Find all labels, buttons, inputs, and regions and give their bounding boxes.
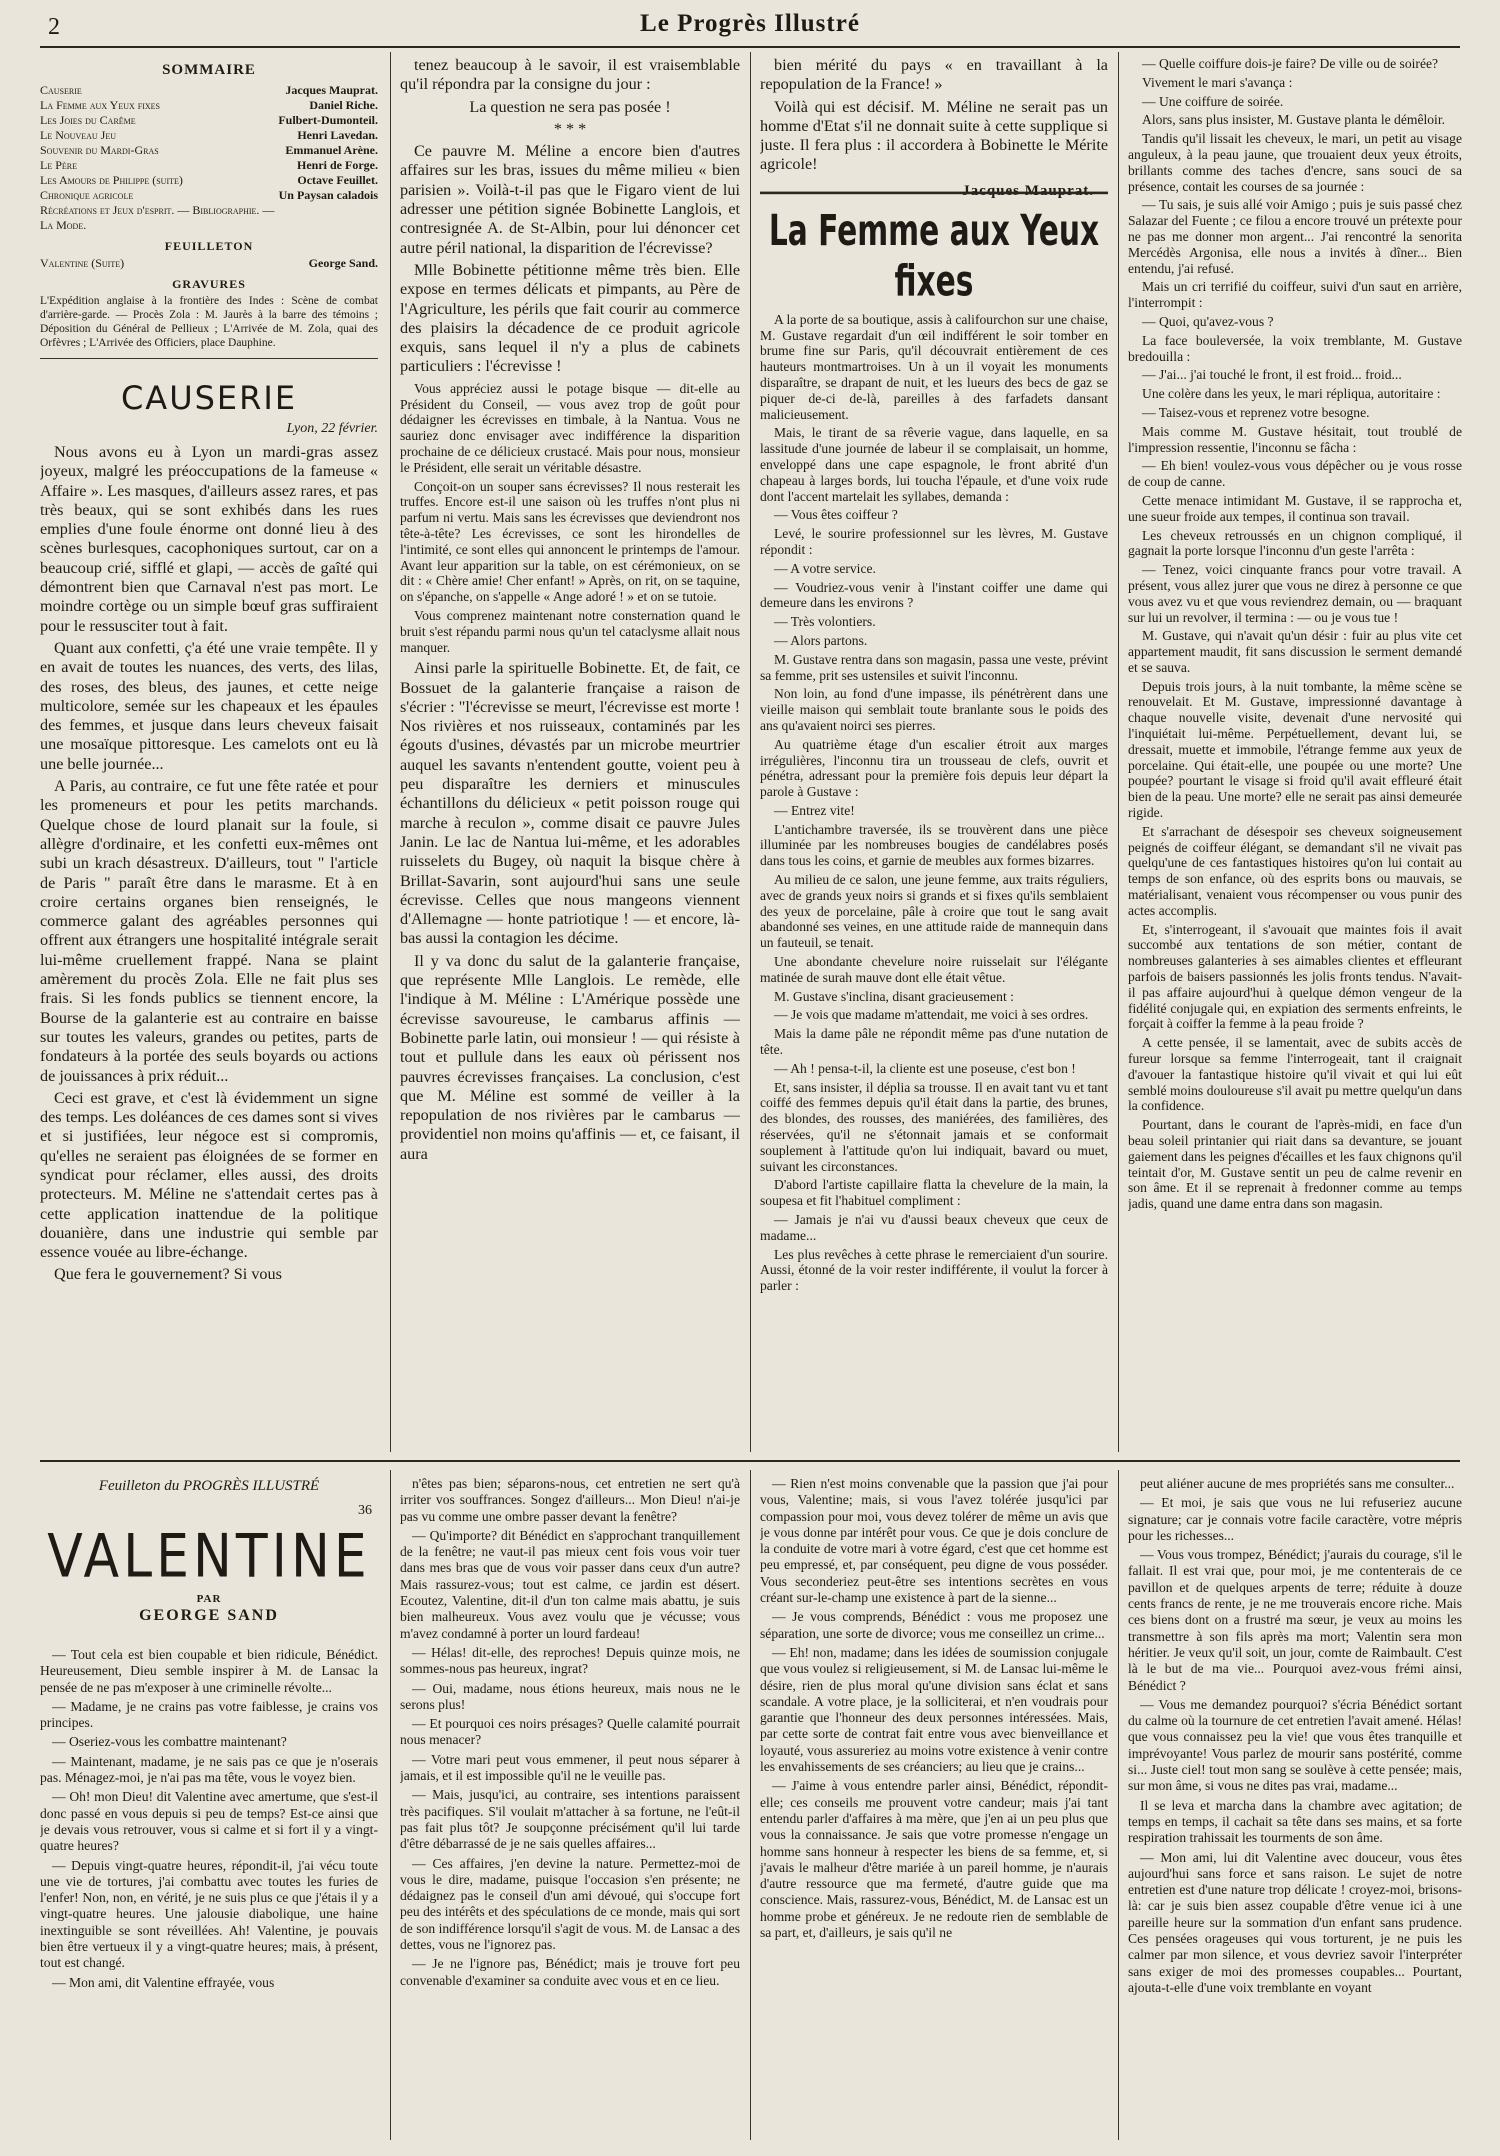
sommaire-item[interactable] bbox=[40, 83, 378, 98]
paragraph: peut aliéner aucune de mes propriétés sans me consulter... bbox=[1140, 1476, 1455, 1491]
sommaire-item-label: Causerie bbox=[40, 83, 82, 97]
page-number: 2 bbox=[48, 14, 60, 40]
column-rule bbox=[750, 52, 751, 1452]
newspaper-title: Le Progrès Illustré bbox=[640, 10, 860, 37]
paragraph: — Oui, madame, nous étions heureux, mais nous ne le serons plus! bbox=[400, 1680, 740, 1712]
sommaire-item-author: Jacques Mauprat. bbox=[285, 83, 378, 97]
paragraph: Il se leva et marcha dans la chambre avec agitation; de temps en temps, il cachait sa tête dans ses mains, et sa forte respiration trahissait les tourments de son âme. bbox=[1128, 1797, 1462, 1846]
sommaire-item[interactable] bbox=[40, 256, 378, 271]
paragraph: — Quelle coiffure dois-je faire? De ville ou de soirée? bbox=[1142, 56, 1439, 71]
paragraph: D'abord l'artiste capillaire flatta la chevelure de la main, la soupesa et fit l'habituel compliment : bbox=[760, 1177, 1108, 1209]
paragraph: — Vous êtes coiffeur ? bbox=[774, 507, 898, 523]
sommaire-item[interactable] bbox=[40, 203, 378, 218]
causerie-dateline: Lyon, 22 février. bbox=[286, 421, 378, 436]
feuilleton-author: GEORGE SAND bbox=[139, 1607, 279, 1624]
sommaire-item-author: George Sand. bbox=[308, 256, 378, 270]
sommaire-item-label: La Mode. bbox=[40, 218, 87, 232]
paragraph: A cette pensée, il se lamentait, avec de subits accès de fureur lorsque sa femme l'interrogeait, tant il craignait d'avouer la fantastique histoire qu'il vivait et qui lui eût semblé moins douloureuse s'il avait pu mettre quelqu'un dans la confidence. bbox=[1128, 1035, 1462, 1114]
causerie-signature: Jacques Mauprat. bbox=[962, 182, 1094, 199]
paragraph: — J'ai... j'ai touché le front, il est froid... froid... bbox=[1142, 367, 1402, 383]
paragraph: — Ces affaires, j'en devine la nature. Permettez-moi de vous le dire, madame, puisque l'occasion s'en présente; ne dédaignez pas le conseil d'un ami dévoué, qui s'occupe fort peu des intérêts et des spéculations de ce monde, mais qui sort de son indifférence lorsqu'il s'agit de vous. M. de Lansac a des dettes, vous ne l'ignorez pas. bbox=[400, 1855, 740, 1953]
gravures-heading: GRAVURES bbox=[172, 277, 246, 291]
paragraph: — Eh! non, madame; dans les idées de soumission conjugale que vous voulez si religieusement, si M. de Lansac lui-même le désire, rien de plus moral qu'une division sans éclat et sans scandale. A votre place, je la solliciterai, et n'en voudrais pour garantie que l'honneur des deux personnes intéressées. Mais, par cette sorte de contrat fait entre vous avec bienveillance et loyauté, vous assureriez au moins votre existence à venir contre les envahissements de ses créanciers; au lieu que je crains... bbox=[760, 1644, 1108, 1775]
paragraph: Et s'arrachant de désespoir ses cheveux soigneusement peignés de coiffeur élégant, se demandant s'il ne vivait pas quelqu'une de ces fantastiques histoires qu'on lui contait au temps de son enfance, où des esprits bons ou mauvais, se matérialisant, venaient vous récompenser ou vous punir des actes accomplis. bbox=[1128, 823, 1462, 918]
paragraph: Une colère dans les yeux, le mari répliqua, autoritaire : bbox=[1142, 386, 1441, 402]
sommaire-title: SOMMAIRE bbox=[162, 62, 256, 78]
paragraph: — Tu sais, je suis allé voir Amigo ; puis je suis passé chez Salazar del Fuente ; ce filou a encore trouvé un prétexte pour ne pas me donner mon argent... J'ai rencontré la senorita Mercédès Argonisa, elle nous a invités à dîner... Bien entendu, j'ai refusé. bbox=[1128, 197, 1462, 276]
paragraph: — Je vous comprends, Bénédict : vous me proposez une séparation, une sorte de divorce; vous me conseillez un crime... bbox=[760, 1609, 1108, 1641]
paragraph: — Ah ! pensa-t-il, la cliente est une poseuse, c'est bon ! bbox=[774, 1060, 1076, 1076]
paragraph: Mais, le tirant de sa rêverie vague, dans laquelle, en sa lassitude d'une journée de labeur il se complaisait, un homme, enveloppé dans une cape espagnole, le front abrité d'un chapeau à larges bords, lui toucha l'épaule, et d'une voix rude dont l'accent martelait les syllabes, demanda : bbox=[760, 425, 1108, 504]
paragraph: — Mon ami, dit Valentine effrayée, vous bbox=[52, 1974, 275, 1990]
sommaire-item-author: Emmanuel Arène. bbox=[285, 143, 378, 157]
column-1 bbox=[40, 56, 378, 1456]
paragraph: Vivement le mari s'avança : bbox=[1142, 74, 1293, 90]
paragraph: A la porte de sa boutique, assis à califourchon sur une chaise, M. Gustave regardait d'un œil indifférent le soir tomber en brume fine sur Paris, qu'il découvrait entièrement de ces hauteurs montmartroises. Un à un il voyait les monuments disparaître, se drapant de nuit, et les lueurs des becs de gaz se piquer de-ci de-là, pareilles à des farfadets dansant malicieusement. bbox=[760, 311, 1108, 422]
paragraph: — Oseriez-vous les combattre maintenant? bbox=[52, 1734, 287, 1750]
sommaire-item-label: Les Joies du Carême bbox=[40, 113, 136, 127]
sommaire-item-label: Chronique agricole bbox=[40, 188, 134, 202]
paragraph: — Quoi, qu'avez-vous ? bbox=[1142, 313, 1274, 329]
feuilleton-title: VALENTINE bbox=[47, 1522, 371, 1592]
column-3 bbox=[760, 56, 1108, 1456]
paragraph: — Et pourquoi ces noirs présages? Quelle calamité pourrait nous menacer? bbox=[400, 1716, 740, 1748]
column-rule bbox=[390, 52, 391, 1452]
feuilleton-column-4 bbox=[1128, 1476, 1462, 2148]
story-text bbox=[1128, 56, 1462, 1212]
section-divider bbox=[40, 1460, 1460, 1462]
sommaire-item-label: Souvenir du Mardi-Gras bbox=[40, 143, 159, 157]
feuilleton-text bbox=[760, 1476, 1108, 1941]
paragraph: Et, sans insister, il déplia sa trousse. Il en avait tant vu et tant coiffé des femmes depuis qu'il était dans la partie, des brunes, des blondes, des rousses, des maniérées, des familières, des réservées, qu'il ne s'étonnait jamais et se conformait souplement à l'attitude qu'on lui indiquait, bavard ou muet, suivant les circonstances. bbox=[760, 1079, 1108, 1174]
paragraph: Mais la dame pâle ne répondit même pas d'une nutation de tête. bbox=[760, 1026, 1108, 1058]
paragraph: Les plus revêches à cette phrase le remerciaient d'un sourire. Aussi, étonné de la voir rester indifférente, il voulut la forcer à parler : bbox=[760, 1246, 1108, 1294]
sommaire-box bbox=[40, 62, 378, 350]
sommaire-item[interactable] bbox=[40, 143, 378, 158]
causerie-title: CAUSERIE bbox=[120, 379, 298, 417]
feuilleton-par: PAR bbox=[196, 1593, 222, 1605]
paragraph: Au milieu de ce salon, une jeune femme, aux traits réguliers, avec de grands yeux noirs si grands et si fixes qu'ils semblaient des yeux de porcelaine, pâle à croire que tout le sang avait abandonné ses veines, en une attitude raide de mannequin dans un fauteuil, se tenait. bbox=[760, 872, 1108, 951]
paragraph: — Jamais je n'ai vu d'aussi beaux cheveux que ceux de madame... bbox=[760, 1212, 1108, 1243]
paragraph: Que fera le gouvernement? Si vous bbox=[54, 1265, 282, 1284]
sommaire-item[interactable] bbox=[40, 98, 378, 113]
feuilleton-column-3 bbox=[760, 1476, 1108, 2148]
paragraph: n'êtes pas bien; séparons-nous, cet entretien ne sert qu'à irriter vos souffrances. Songez d'ailleurs... Mon Dieu! n'ai-je pas vu comme une ombre passer devant la fenêtre? bbox=[400, 1476, 740, 1524]
sommaire-item-label: Valentine (Suite) bbox=[40, 256, 125, 270]
paragraph: Conçoit-on un souper sans écrevisses? Il nous resterait les truffes. Encore est-il une saison où les truffes n'ont plus ni parfum ni vertu. Mais sans les écrevisses que deviendront nos tête-à-tête? Les écrevisses, ce sont les hirondelles de l'intimité, ce sont elles qui annoncent le printemps de l'amour. Avant leur apparition sur la table, on est cérémonieux, on se dit : « Chère amie! Cher enfant! » Après, on rit, on se taquine, on s'épanche, on s'appelle « Ange adoré ! » et on se tutoie. bbox=[400, 478, 740, 605]
paragraph: Une abondante chevelure noire ruisselait sur l'élégante matinée de surah mauve dont elle était vêtue. bbox=[760, 954, 1108, 985]
causerie-text bbox=[400, 56, 740, 377]
paragraph: — Je ne l'ignore pas, Bénédict; mais je trouve fort peu convenable d'examiner sa conduite avec vous et en ce lieu. bbox=[400, 1956, 740, 1988]
paragraph: — Très volontiers. bbox=[774, 614, 876, 630]
column-rule bbox=[1118, 1470, 1119, 2140]
column-4 bbox=[1128, 56, 1462, 1456]
story-text bbox=[760, 312, 1108, 1294]
column-2 bbox=[400, 56, 740, 1456]
paragraph: Mais un cri terrifié du coiffeur, suivi d'un saut en arrière, l'interrompit : bbox=[1128, 279, 1462, 311]
paragraph: La question ne sera pas posée ! bbox=[469, 97, 671, 116]
sommaire-item-label: La Femme aux Yeux fixes bbox=[40, 98, 161, 112]
paragraph: — Entrez vite! bbox=[774, 802, 855, 818]
paragraph: M. Gustave rentra dans son magasin, passa une veste, prévint sa femme, prit ses ustensiles et suivit l'inconnu. bbox=[760, 651, 1108, 683]
paragraph: tenez beaucoup à le savoir, il est vraisemblable qu'il répondra par la consigne du jour : bbox=[400, 56, 740, 94]
gravures-text: L'Expédition anglaise à la frontière des Indes : Scène de combat d'arrière-garde. — Procès Zola : M. Jaurès à la barre des témoins ; Déposition du Général de Pellieux ; L'Arrivée de M. Zola, quai des Orfèvres ; L'Arrivée des Officiers, place Dauphine. bbox=[40, 295, 378, 349]
causerie-quote bbox=[400, 381, 740, 656]
sommaire-item-author: Daniel Riche. bbox=[309, 98, 378, 112]
paragraph: — Vous vous trompez, Bénédict; j'aurais du courage, s'il le fallait. Il est vrai que, pour moi, je me contenterais de ce pavillon et de quelques arpents de terre; réduite à douze cents francs de rente, je ne me trouverais encore riche. Mais ces biens dont on a frustré ma sœur, je veux au moins les transmettre à son fils après ma mort; Valentin sera mon héritier. Je veux qu'il soit, un jour, comte de Raimbault. C'est là le but de ma vie... Pourquoi avez-vous frémi ainsi, Bénédict ? bbox=[1128, 1547, 1462, 1693]
sommaire-item[interactable] bbox=[40, 188, 378, 203]
paragraph: Nous avons eu à Lyon un mardi-gras assez joyeux, malgré les préoccupations de la fameuse « Affaire ». Les masques, d'ailleurs assez rares, et pas très beaux, qui se sont exhibés dans les rues emplies d'une foule énorme ont donné lieu à des scènes burlesques, cacophoniques surtout, car on a beaucoup crié, sifflé et glapi, — accès de gaîté qui démontrent bien que Carnaval n'est pas mort. Le moindre cortège ou un simple bœuf gras suffiraient pour le ressusciter tout à fait. bbox=[40, 443, 378, 635]
column-rule bbox=[750, 1470, 751, 2140]
feuilleton-text bbox=[1128, 1476, 1462, 1996]
feuilleton-number: 36 bbox=[358, 1503, 372, 1518]
paragraph: — Une coiffure de soirée. bbox=[1142, 93, 1284, 109]
paragraph: A Paris, au contraire, ce fut une fête ratée et pour les promeneurs et pour les petits marchands. Quelque chose de lourd planait sur la foule, si allègre d'ordinaire, et les confetti eux-mêmes ont subi un krach désastreux. D'ailleurs, tout " l'article de Paris " paraît être dans le marasme. Et à en croire certains organes bien renseignés, le commerce galant des agréables personnes qui offrent aux étrangers une hospitalité intégrale serait lui-même cruellement frappé. Nana se plaint amèrement du procès Zola. Elle ne fait plus ses frais. Si les fonds publics se tiennent encore, la Bourse de la galanterie est au contraire en baisse sur toutes les valeurs, grandes ou petites, parts de fondateurs à la portée des seuls boyards ou actions de jouissances à prix réduit... bbox=[40, 777, 378, 1085]
paragraph: M. Gustave s'inclina, disant gracieusement : bbox=[774, 988, 1014, 1004]
paragraph: Les cheveux retroussés en un chignon compliqué, il gagnait la porte lorsque l'inconnu d'un geste l'arrêta : bbox=[1128, 527, 1462, 559]
paragraph: — A votre service. bbox=[774, 560, 876, 576]
paragraph: bien mérité du pays « en travaillant à la repopulation de la France! » bbox=[760, 56, 1108, 94]
sommaire-item[interactable] bbox=[40, 113, 378, 128]
causerie-text bbox=[40, 443, 378, 1285]
paragraph: — Qu'importe? dit Bénédict en s'approchant tranquillement de la fenêtre; ne vaut-il pas mieux cent fois vous voir tuer dans mes bras que de vous voir passer dans ceux d'un autre? Mais rassurez-vous; tout est calme, ce jardin est désert. Ecoutez, Valentine, dit-il d'un ton calme mais abattu, je suis bien malheureux. Vous avez voulu que je vécusse; vous m'avez condamné à porter un lourd fardeau! bbox=[400, 1527, 740, 1641]
paragraph: — Depuis vingt-quatre heures, répondit-il, j'ai vécu toute une vie de tortures, j'ai combattu avec toutes les furies de l'enfer! Non, non, en vérité, je ne suis plus ce que j'étais il y a vingt-quatre heures. Une jalousie diabolique, une haine inextinguible se sont réveillées. Ah! Valentine, je pouvais bien être vertueux il y a vingt-quatre heures; mais, à présent, tout est changé. bbox=[40, 1857, 378, 1971]
paragraph: — Voudriez-vous venir à l'instant coiffer une dame qui demeure dans les environs ? bbox=[760, 579, 1108, 611]
feuilleton-column-2 bbox=[400, 1476, 740, 2148]
feuilleton-heading: FEUILLETON bbox=[164, 239, 254, 253]
paragraph: Tandis qu'il lissait les cheveux, le mari, un petit au visage anguleux, à la peau jaune, que trouaient deux yeux étroits, brillants comme des taches d'encre, sans souci de sa présence, contait les courses de sa journée : bbox=[1128, 131, 1462, 194]
paragraph: M. Gustave, qui n'avait qu'un désir : fuir au plus vite cet appartement maudit, fit sans discussion le serment demandé et se sauva. bbox=[1128, 628, 1462, 675]
paragraph: — Vous me demandez pourquoi? s'écria Bénédict sortant du calme où la tournure de cet entretien l'avait amené. Hélas! que vous connaissez peu la vie! que vous êtes tranquille et imprévoyante! Vous parlez de mourir sans postérité, comme si... Juste ciel! tout mon sang se soulève à cette pensée; mais, sur mon âme, si vous ne dites pas vrai, madame... bbox=[1128, 1696, 1462, 1794]
sommaire-item-label: Les Amours de Philippe (suite) bbox=[40, 173, 183, 187]
sommaire-item-label: Le Père bbox=[40, 158, 77, 172]
paragraph: La face bouleversée, la voix tremblante, M. Gustave bredouilla : bbox=[1128, 332, 1462, 364]
sommaire-item[interactable] bbox=[40, 158, 378, 173]
page-header bbox=[40, 6, 1460, 48]
paragraph: Alors, sans plus insister, M. Gustave planta le démêloir. bbox=[1142, 112, 1446, 128]
causerie-text bbox=[400, 659, 740, 1164]
column-rule bbox=[1118, 52, 1119, 1452]
paragraph: — Madame, je ne crains pas votre faiblesse, je crains vos principes. bbox=[40, 1698, 378, 1731]
paragraph: Ceci est grave, et c'est là évidemment un signe des temps. Les doléances de ces dames sont si vives et si justifiées, leur négoce est si compromis, qu'elles ne seraient pas éloignées de se former en syndicat pour réclamer, elles aussi, des droits protecteurs. M. Méline ne s'attendait certes pas à cette application inattendue de la politique douanière, dans une industrie qui semble par essence vouée au libre-échange. bbox=[40, 1088, 378, 1262]
paragraph: — Rien n'est moins convenable que la passion que j'ai pour vous, Valentine; mais, si vous l'avez tolérée jusqu'ici par compassion pour moi, vous devez tolérer de même un avis que je vous donne par intérêt pour vous. Ce que je dois conclure de la conduite de votre mari à votre égard, c'est que cet homme est peu empressé, et, par conséquent, peu digne de vous posséder. Vous seconderiez peut-être ses intentions secrètes en vous créant sur-le-champ une existence à part de la sienne... bbox=[760, 1476, 1108, 1606]
paragraph: Vous comprenez maintenant notre consternation quand le bruit s'est répandu parmi nous qu'un tel cataclysme allait nous manquer. bbox=[400, 607, 740, 655]
feuilleton-label: Feuilleton du PROGRÈS ILLUSTRÉ bbox=[98, 1478, 320, 1494]
sommaire-list bbox=[40, 83, 378, 233]
paragraph: — Et moi, je sais que vous ne lui refuseriez aucune signature; car je connais votre facile caractère, votre mépris pour les richesses... bbox=[1128, 1495, 1462, 1543]
feuilleton-column-1 bbox=[40, 1472, 378, 2148]
sommaire-item[interactable] bbox=[40, 173, 378, 188]
sommaire-item-author: Henri Lavedan. bbox=[297, 128, 378, 142]
sommaire-item-author: Henri de Forge. bbox=[297, 158, 378, 172]
sommaire-item-author: Octave Feuillet. bbox=[297, 173, 378, 187]
paragraph: — Alors partons. bbox=[774, 632, 868, 648]
paragraph: — Mais, jusqu'ici, au contraire, ses intentions paraissent très pacifiques. S'il voulait m'attacher à sa fortune, ne l'eût-il pas fait plus tôt? Je soupçonne précisément qu'il lui tarde d'être débarrassé de je ne sais quelles affaires... bbox=[400, 1787, 740, 1852]
sommaire-item[interactable] bbox=[40, 218, 378, 233]
paragraph: Il y va donc du salut de la galanterie française, que représente Mlle Langlois. Le remède, elle l'indique à M. Méline : L'Amérique possède une écrevisse savoureuse, le cambarus affinis — Bobinette parle latin, oui monsieur ! — qui résiste à tout et pullule dans les eaux où périssent nos pauvres écrevisses françaises. La conclusion, c'est que M. Méline est sommé de veiller à la repopulation de nos rivières par le cambarus — providentiel non moins qu'affinis — et, ce faisant, il aura bbox=[400, 951, 740, 1163]
paragraph: — Eh bien! voulez-vous vous dépêcher ou je vous rosse de coup de canne. bbox=[1128, 458, 1462, 490]
paragraph: Ce pauvre M. Méline a encore bien d'autres affaires sur les bras, issues du même milieu « bien parisien ». Voilà-t-il pas que le Figaro vient de lui adresser une pétition signée Bobinette Langlois, et contresignée A. de St-Albin, pour lui dénoncer cet autre péril national, la disparition de l'écrevisse? bbox=[400, 142, 740, 257]
column-rule bbox=[390, 1470, 391, 2140]
paragraph: Depuis trois jours, à la nuit tombante, la même scène se renouvelait. Et M. Gustave, impressionné davantage à chaque nouvelle visite, devenait d'une nervosité qui l'inquiétait lui-même. Perpétuellement, devant lui, se dressait, muette et immobile, l'étrange femme aux yeux de porcelaine. Qui était-elle, une poupée ou une morte? Une poupée? pourtant le visage si froid qu'il avait effleuré était bien de la peau. Une morte? elle ne serait pas ainsi demeurée rigide. bbox=[1128, 678, 1462, 821]
paragraph: Voilà qui est décisif. M. Méline ne serait pas un homme d'Etat s'il ne donnait suite à cette supplique si juste. Il fera plus : il accordera à Bobinette le Mérite agricole! bbox=[760, 97, 1108, 174]
paragraph: Cette menace intimidant M. Gustave, il se rapprocha et, une sueur froide aux tempes, il continua son travail. bbox=[1128, 492, 1462, 524]
paragraph: — Votre mari peut vous emmener, il peut nous séparer à jamais, et il est impossible qu'il ne le veuille pas. bbox=[400, 1751, 740, 1784]
feuilleton-text bbox=[40, 1647, 378, 1991]
paragraph: — Je vois que madame m'attendait, me voici à ses ordres. bbox=[774, 1007, 1089, 1023]
sommaire-item-author: Fulbert-Dumonteil. bbox=[278, 113, 378, 127]
sommaire-item[interactable] bbox=[40, 128, 378, 143]
paragraph: — Taisez-vous et reprenez votre besogne. bbox=[1142, 404, 1370, 420]
paragraph: — Mon ami, lui dit Valentine avec douceur, vous êtes aujourd'hui sans force et sans raison. Le sujet de notre entretien est d'une nature trop délicate ! croyez-moi, brisons-là: car je suis bien assez coupable d'être venue ici à une pareille heure sur la sommation d'un enfant sans prudence. Ces pensées orageuses qui vous torturent, je ne puis les calmer par mon silence, et vous devriez savoir l'interpréter sans exiger de moi des promesses coupables... Pourtant, ajouta-t-elle d'une voix tremblante en voyant bbox=[1128, 1849, 1462, 1995]
paragraph: L'antichambre traversée, ils se trouvèrent dans une pièce illuminée par les nombreuses bougies de candélabres posés dans tous les coins, et garnie de meubles aux formes bizarres. bbox=[760, 821, 1108, 869]
paragraph: Levé, le sourire professionnel sur les lèvres, M. Gustave répondit : bbox=[760, 526, 1108, 557]
sommaire-item-author: Un Paysan caladois bbox=[278, 188, 378, 202]
paragraph: Mais comme M. Gustave hésitait, tout troublé de l'impression ressentie, l'inconnu se fâcha : bbox=[1128, 423, 1462, 455]
paragraph: Pourtant, dans le courant de l'après-midi, en face d'un beau soleil printanier qui riait dans sa devanture, se jouant gaiement dans les peignes d'écailles et les faux chignons qu'il teintait d'or, M. Gustave sentit un peu de calme revenir en son âme. Et il se reprenait à fredonner comme au temps jadis, quand une dame entra dans son magasin. bbox=[1128, 1117, 1462, 1212]
paragraph: — J'aime à vous entendre parler ainsi, Bénédict, répondit-elle; ces conseils me prouvent votre candeur; mais j'ai tant entendu parler d'affaires à ma mère, que j'en ai un peu plus que vous la connaissance. Je sais que votre promesse n'engage un homme sans honneur à respecter les biens de sa femme, et, si j'avais le malheur d'être mariée à un pareil homme, je n'aurais d'autre ressource que ma fermeté, d'autre guide que ma conscience. Mais, rassurez-vous, Bénédict, M. de Lansac est un homme probe et généreux. Je ne redoute rien de semblable de sa part, et, d'ailleurs, je sais qu'il ne bbox=[760, 1778, 1108, 1941]
sommaire-item-label: Récréations et Jeux d'esprit. — Bibliographie. — bbox=[40, 203, 275, 217]
paragraph: — Oh! mon Dieu! dit Valentine avec amertume, que s'est-il donc passé en vous depuis si peu de temps? Est-ce ainsi que je devais vous retrouver, vous si calme et si fort il y a vingt-quatre heures? bbox=[40, 1789, 378, 1854]
paragraph: — Hélas! dit-elle, des reproches! Depuis quinze mois, ne sommes-nous pas heureux, ingrat? bbox=[400, 1644, 740, 1677]
paragraph: Vous appréciez aussi le potage bisque — dit-elle au Président du Conseil, — vous avez trop de goût pour dédaigner les écrevisses en timbale, à la Nantua. Vous ne sauriez donc envisager avec indifférence la disparition prochaine de ce délicieux crustacé. Mais pour nous, monsieur le Président, elle serait un véritable désastre. bbox=[400, 380, 740, 475]
paragraph: — Maintenant, madame, je ne sais pas ce que je n'oserais pas. Ménagez-moi, je n'ai pas ma tête, vous le voyez bien. bbox=[40, 1753, 378, 1786]
feuilleton-text bbox=[400, 1476, 740, 1989]
sommaire-item-label: Le Nouveau Jeu bbox=[40, 128, 116, 142]
paragraph: Et, s'interrogeant, il s'avouait que maintes fois il avait succombé aux tentations de son métier, contant de nombreuses galanteries à ses aimables clientes et effleurant parfois de baisers passionnés les jolis fronts tendus. N'avait-il pas affaire aujourd'hui à quelque démon vengeur de la fidélité conjugale qui, en expiation des serments enfreints, le forçait à coiffer la femme à la peau froide ? bbox=[1128, 921, 1462, 1032]
divider bbox=[40, 358, 378, 359]
paragraph: * * * bbox=[553, 119, 587, 138]
paragraph: Au quatrième étage d'un escalier étroit aux marges irrégulières, l'inconnu tira un trousseau de clefs, ouvrit et pénétra, adressant pour la première fois depuis leur départ la parole à Gustave : bbox=[760, 736, 1108, 800]
paragraph: Quant aux confetti, ç'a été une vraie tempête. Il y en avait de toutes les nuances, des verts, des lilas, des roses, des bleus, des jaunes, et cette neige multicolore, semée sur les chapeaux et les épaules des femmes, et jusque dans leurs cheveux faisait une mosaïque pittoresque. Les camelots ont eu là une belle journée... bbox=[40, 638, 378, 773]
paragraph: Ainsi parle la spirituelle Bobinette. Et, de fait, ce Bossuet de la galanterie française a raison de s'écrier : "l'écrevisse se meurt, l'écrevisse est morte ! Nos rivières et nos ruisseaux, contaminés par les égouts d'usines, dévastés par un microbe meurtrier auquel les savants n'entendent goutte, voient peu à peu disparaître les derniers et minuscules échantillons du délicieux « petit poisson rouge qui marche à reculon », comme disait ce pauvre Jules Janin. Le lac de Nantua lui-même, et les adorables ruisselets du Bugey, où naquit la bisque chère à Brillat-Savarin, sont aujourd'hui sans une seule écrevisse. Celles que nous mangeons viennent d'Allemagne — honte patriotique ! — et encore, là-bas aussi la contagion les décime. bbox=[400, 659, 740, 948]
causerie-text bbox=[760, 56, 1108, 175]
paragraph: — Tout cela est bien coupable et bien ridicule, Bénédict. Heureusement, Dieu semble inspirer à M. de Lansac la pensée de ne pas m'exposer à une criminelle révolte... bbox=[40, 1647, 378, 1695]
paragraph: — Tenez, voici cinquante francs pour votre travail. A présent, vous allez jurer que vous ne direz à personne ce que vous avez vu et que vous reviendrez demain, ou — braquant sur lui un revolver, il termina : — ou je vous tue ! bbox=[1128, 562, 1462, 625]
paragraph: Mlle Bobinette pétitionne même très bien. Elle expose en termes délicats et pimpants, au Père de l'Agriculture, les périls que fait courir au commerce des plaisirs la décadence de ce produit agricole exquis, sans lequel il n'y a plus de cabinets particuliers : l'écrevisse ! bbox=[400, 260, 740, 376]
paragraph: Non loin, au fond d'une impasse, ils pénétrèrent dans une vieille maison qui semblait toute branlante sous le poids des ans qu'avaient noirci ses pierres. bbox=[760, 686, 1108, 733]
story-title: La Femme aux Yeux fixes bbox=[760, 191, 1108, 316]
